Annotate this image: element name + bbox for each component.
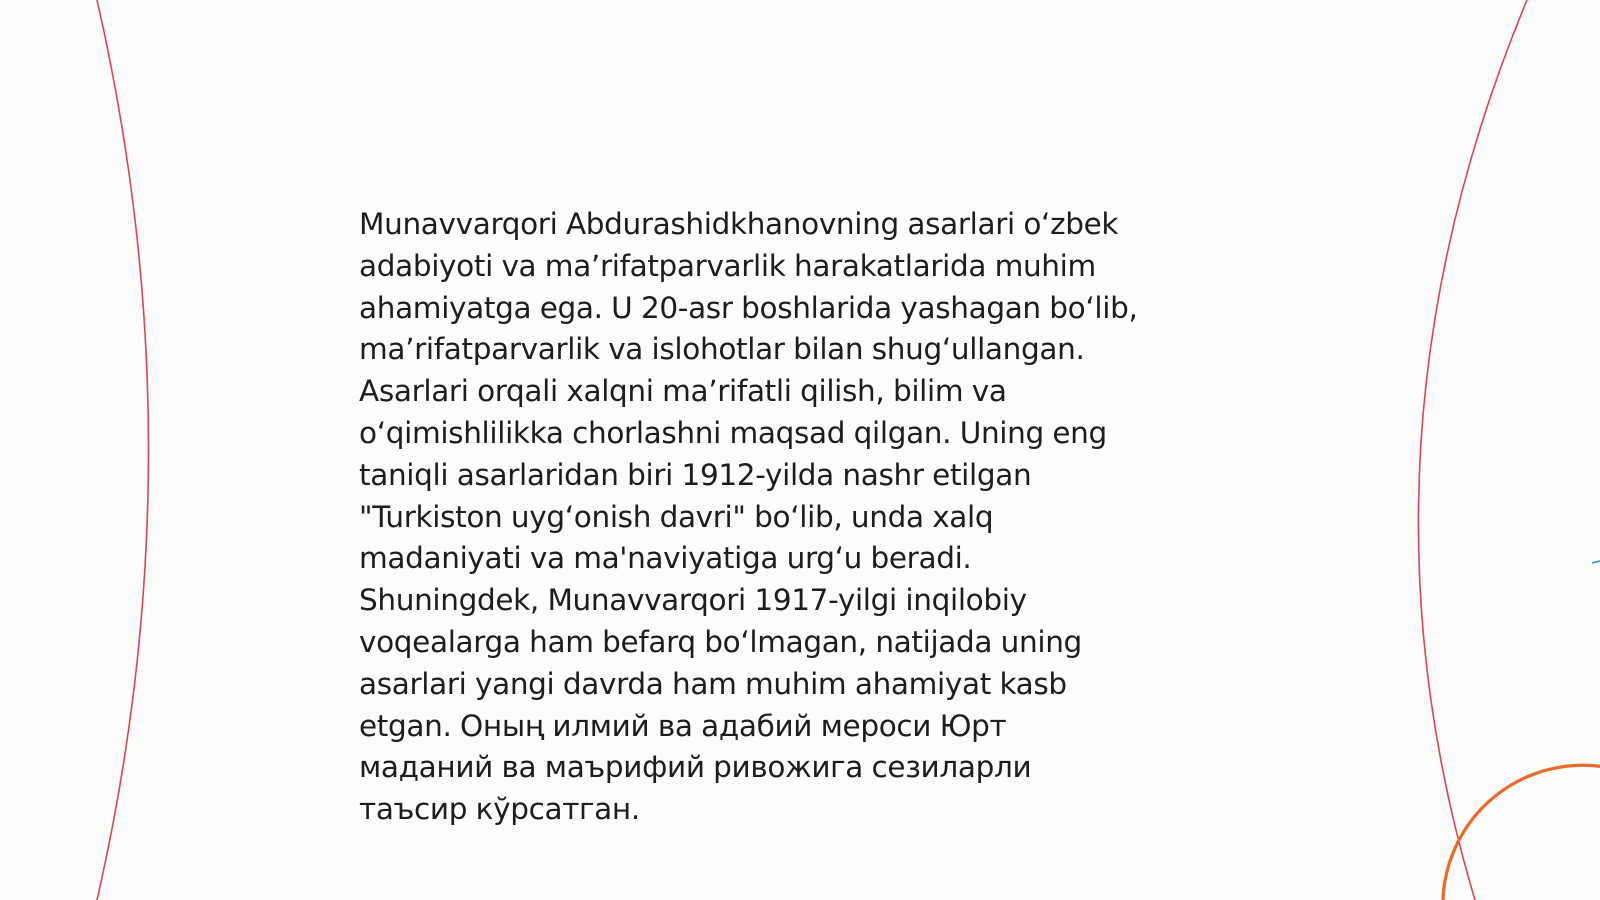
body-line-1: Munavvarqori Abdurashidkhanovning asarlari oʻzbek [359,207,1119,241]
right-red-arc [1418,0,1527,900]
body-line-14: маданий ва маърифий ривожига сезиларли [359,750,1032,785]
body-line-6: oʻqimishlilikka chorlashni maqsad qilgan. Uning eng [359,415,1107,450]
body-line-7: taniqli asarlaridan biri 1912-yilda nashr etilgan [359,457,1032,492]
body-line-2: adabiyoti va maʼrifatparvarlik harakatlarida muhim [359,248,1096,283]
body-line-15: таъсир кўрсатган. [359,792,640,827]
left-red-arc [97,0,149,900]
bottom-right-orange-arc [1443,765,1600,900]
body-line-8: "Turkiston uygʻonish davri" boʻlib, unda xalq [359,499,994,534]
body-line-9: madaniyati va ma'naviyatiga urgʻu beradi. [359,541,972,576]
body-line-12: asarlari yangi davrda ham muhim ahamiyat kasb [359,666,1067,701]
body-line-5: Asarlari orqali xalqni maʼrifatli qilish, bilim va [359,374,1007,409]
right-edge-blue-tick [1592,561,1600,563]
slide-body-text [359,204,1239,831]
body-line-11: voqealarga ham befarq boʻlmagan, natijada uning [359,624,1082,659]
body-line-4: maʼrifatparvarlik va islohotlar bilan shugʻullangan. [359,332,1085,367]
body-line-10: Shuningdek, Munavvarqori 1917-yilgi inqilobiy [359,583,1027,618]
body-line-3: ahamiyatga ega. U 20-asr boshlarida yashagan boʻlib, [359,290,1138,325]
body-line-13: etgan. Оның илмий ва адабий мероси Юрт [359,708,1007,743]
